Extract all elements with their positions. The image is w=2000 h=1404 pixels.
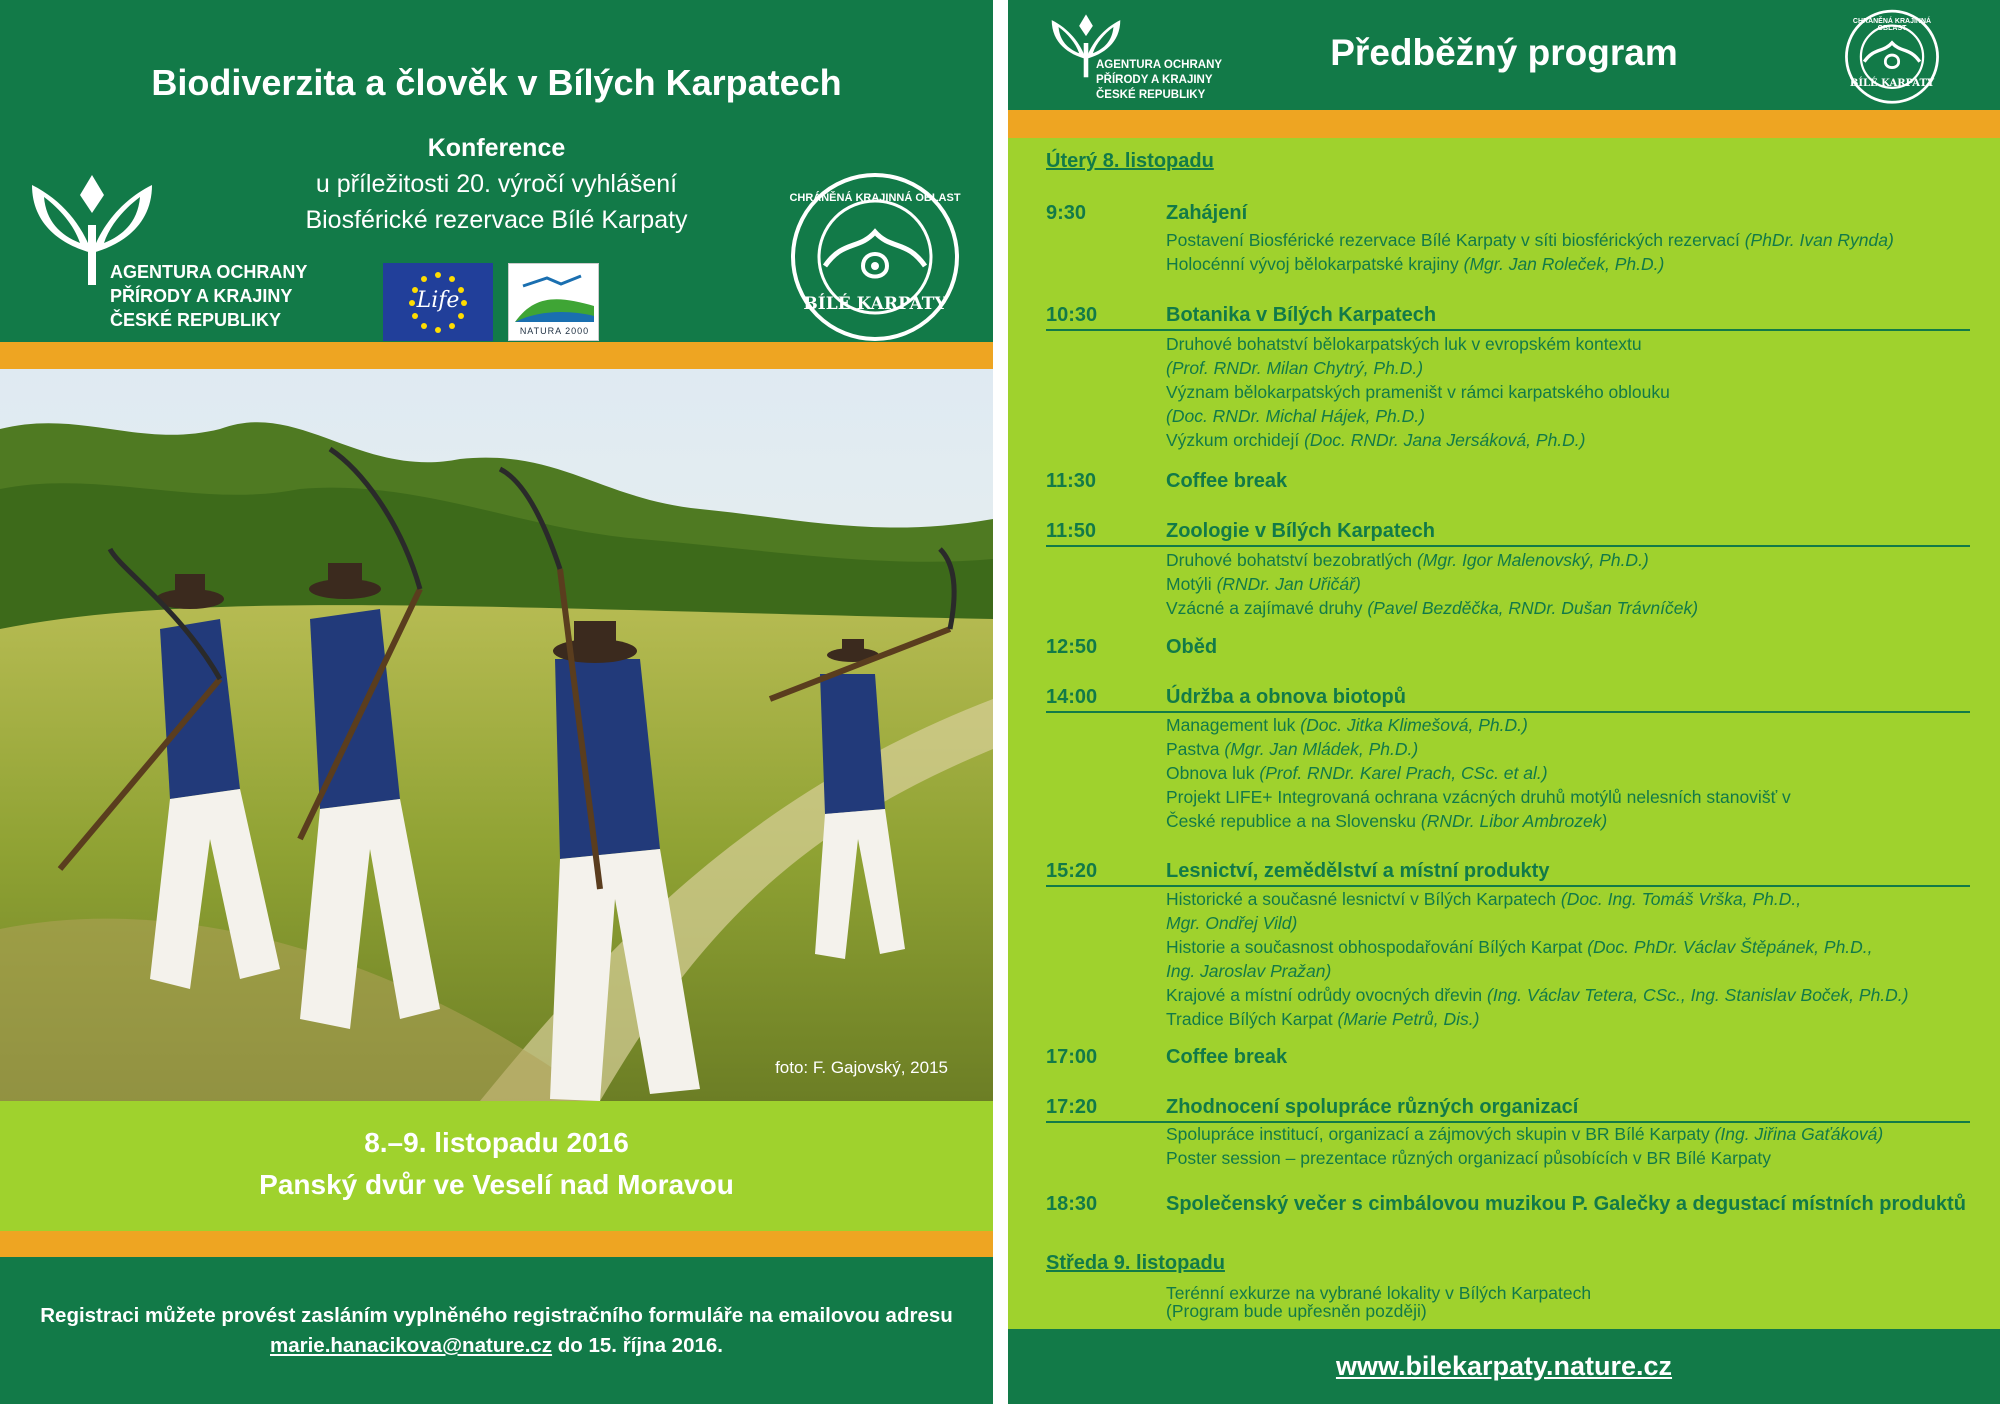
session-title: Botanika v Bílých Karpatech bbox=[1166, 304, 1437, 326]
talk: Druhové bohatství bezobratlých (Mgr. Igor Malenovský, Ph.D.) bbox=[1166, 550, 1649, 570]
talk: Poster session – prezentace různých organizací působících v BR Bílé Karpaty bbox=[1166, 1148, 1772, 1168]
program-page bbox=[1008, 0, 2000, 1404]
right-header bbox=[1008, 0, 2000, 110]
talk: České republice a na Slovensku (RNDr. Libor Ambrozek) bbox=[1166, 811, 1608, 831]
event-info-band bbox=[0, 1101, 993, 1231]
session-title: Zhodnocení spolupráce různých organizací bbox=[1166, 1096, 1579, 1118]
section-rule bbox=[1046, 545, 1970, 547]
program-body bbox=[1008, 138, 2000, 1329]
website-wrap bbox=[1008, 1351, 2000, 1382]
life-logo bbox=[383, 263, 493, 341]
session-title: Coffee break bbox=[1166, 1046, 1288, 1068]
talk: Projekt LIFE+ Integrovaná ochrana vzácných druhů motýlů nelesních stanovišť v bbox=[1166, 787, 1791, 807]
session-time: 18:30 bbox=[1046, 1193, 1098, 1215]
talk: Motýli (RNDr. Jan Uřičář) bbox=[1166, 574, 1361, 594]
invitation-page bbox=[0, 0, 993, 1404]
talk: Výzkum orchidejí (Doc. RNDr. Jana Jersáková, Ph.D.) bbox=[1166, 430, 1586, 450]
session-title: Zoologie v Bílých Karpatech bbox=[1166, 520, 1435, 542]
registration-text: Registraci můžete provést zasláním vyplněného registračního formuláře na emailovou adresu marie.hanacikova@nature.cz do 15. října 2016. bbox=[0, 1301, 993, 1361]
session-title: Údržba a obnova biotopů bbox=[1166, 686, 1406, 708]
conference-title: Biodiverzita a člověk v Bílých Karpatech bbox=[151, 62, 842, 103]
orange-stripe bbox=[0, 1231, 993, 1257]
orange-stripe bbox=[1008, 110, 2000, 138]
meadow-mowers-image bbox=[0, 369, 993, 1101]
session-title: Zahájení bbox=[1166, 202, 1248, 224]
conference-subtitle-1: u příležitosti 20. výročí vyhlášení bbox=[315, 170, 678, 198]
day-heading-tuesday: Úterý 8. listopadu bbox=[1046, 150, 1214, 172]
website-link[interactable]: www.bilekarpaty.nature.cz bbox=[1335, 1351, 1673, 1381]
event-venue: Panský dvůr ve Veselí nad Moravou bbox=[259, 1169, 734, 1200]
talk-speaker: Ing. Jaroslav Pražan) bbox=[1166, 961, 1332, 981]
chko-ring-text: CHRÁNĚNÁ KRAJINNÁ OBLAST bbox=[1852, 18, 1932, 32]
session-time: 11:50 bbox=[1046, 520, 1097, 542]
day-heading-wednesday: Středa 9. listopadu bbox=[1046, 1252, 1225, 1274]
session-time: 17:00 bbox=[1046, 1046, 1098, 1068]
talk: Obnova luk (Prof. RNDr. Karel Prach, CSc. et al.) bbox=[1166, 763, 1548, 783]
chko-logo bbox=[785, 170, 965, 345]
aopk-text-small: AGENTURA OCHRANY PŘÍRODY A KRAJINY ČESKÉ REPUBLIKY bbox=[1096, 59, 1223, 101]
mowers-photo bbox=[0, 369, 993, 1101]
natura-text: NATURA 2000 bbox=[519, 326, 590, 336]
session-title: Společenský večer s cimbálovou muzikou P. Galečky a degustací místních produktů bbox=[1166, 1193, 1966, 1215]
chko-ring-text: CHRÁNĚNÁ KRAJINNÁ OBLAST bbox=[789, 192, 961, 204]
talk-speaker: (Prof. RNDr. Milan Chytrý, Ph.D.) bbox=[1166, 358, 1424, 378]
excursion: Terénní exkurze na vybrané lokality v Bílých Karpatech bbox=[1166, 1283, 1592, 1303]
talk-speaker: (Doc. RNDr. Michal Hájek, Ph.D.) bbox=[1166, 406, 1425, 426]
session-time: 9:30 bbox=[1046, 202, 1087, 224]
talk: Postavení Biosférické rezervace Bílé Karpaty v síti biosférických rezervací (PhDr. Ivan Rynda) bbox=[1166, 230, 1894, 250]
talk: Management luk (Doc. Jitka Klimešová, Ph.D.) bbox=[1166, 715, 1528, 735]
talk: Druhové bohatství bělokarpatských luk v evropském kontextu bbox=[1166, 334, 1642, 354]
chko-name-text: BÍLÉ KARPATY bbox=[803, 294, 947, 314]
talk: Vzácné a zajímavé druhy (Pavel Bezděčka, RNDr. Dušan Trávníček) bbox=[1166, 598, 1699, 618]
orange-stripe bbox=[0, 342, 993, 369]
talk: Historické a současné lesnictví v Bílých Karpatech (Doc. Ing. Tomáš Vrška, Ph.D., bbox=[1166, 889, 1802, 909]
talk: Tradice Bílých Karpat (Marie Petrů, Dis.) bbox=[1166, 1009, 1480, 1029]
session-time: 15:20 bbox=[1046, 860, 1098, 882]
chko-logo-small bbox=[1842, 8, 1942, 106]
aopk-logo bbox=[22, 165, 322, 335]
session-title: Coffee break bbox=[1166, 470, 1288, 492]
left-header bbox=[0, 0, 993, 342]
session-time: 12:50 bbox=[1046, 636, 1098, 658]
talk: Pastva (Mgr. Jan Mládek, Ph.D.) bbox=[1166, 739, 1419, 759]
life-text: Life bbox=[416, 288, 460, 313]
natura-2000-logo bbox=[508, 263, 599, 341]
session-title: Lesnictví, zemědělství a místní produkty bbox=[1166, 860, 1550, 882]
talk: Historie a současnost obhospodařování Bílých Karpat (Doc. PhDr. Václav Štěpánek, Ph.D., bbox=[1166, 937, 1873, 957]
registration-footer bbox=[0, 1257, 993, 1404]
photo-credit: foto: F. Gajovský, 2015 bbox=[775, 1058, 948, 1077]
aopk-text: AGENTURA OCHRANY PŘÍRODY A KRAJINY ČESKÉ REPUBLIKY bbox=[110, 262, 308, 330]
registration-email-link[interactable]: marie.hanacikova@nature.cz bbox=[270, 1334, 553, 1357]
session-time: 17:20 bbox=[1046, 1096, 1098, 1118]
conference-subtitle-2: Biosférické rezervace Bílé Karpaty bbox=[305, 206, 688, 234]
program-heading: Předběžný program bbox=[1330, 32, 1678, 73]
talk-speaker: Mgr. Ondřej Vild) bbox=[1166, 913, 1298, 933]
event-date: 8.–9. listopadu 2016 bbox=[364, 1127, 629, 1158]
talk: Spolupráce institucí, organizací a zájmových skupin v BR Bílé Karpaty (Ing. Jiřina Gaťáková) bbox=[1166, 1124, 1884, 1144]
conference-label: Konference bbox=[427, 134, 566, 162]
website-footer bbox=[1008, 1329, 2000, 1404]
registration-line-2: marie.hanacikova@nature.cz do 15. října 2016. bbox=[270, 1334, 723, 1357]
section-rule bbox=[1046, 329, 1970, 331]
session-time: 10:30 bbox=[1046, 304, 1098, 326]
session-time: 11:30 bbox=[1046, 470, 1097, 492]
natura-bird-icon bbox=[509, 264, 600, 326]
talk: Holocénní vývoj bělokarpatské krajiny (Mgr. Jan Roleček, Ph.D.) bbox=[1166, 254, 1665, 274]
talk: Význam bělokarpatských prameništ v rámci karpatského oblouku bbox=[1166, 382, 1670, 402]
session-time: 14:00 bbox=[1046, 686, 1098, 708]
excursion-note: (Program bude upřesněn později) bbox=[1166, 1301, 1427, 1321]
session-title: Oběd bbox=[1166, 636, 1218, 658]
chko-name-text: BÍLÉ KARPATY bbox=[1849, 78, 1935, 89]
talk: Krajové a místní odrůdy ovocných dřevin (Ing. Václav Tetera, CSc., Ing. Stanislav Boček, Ph.D.) bbox=[1166, 985, 1909, 1005]
